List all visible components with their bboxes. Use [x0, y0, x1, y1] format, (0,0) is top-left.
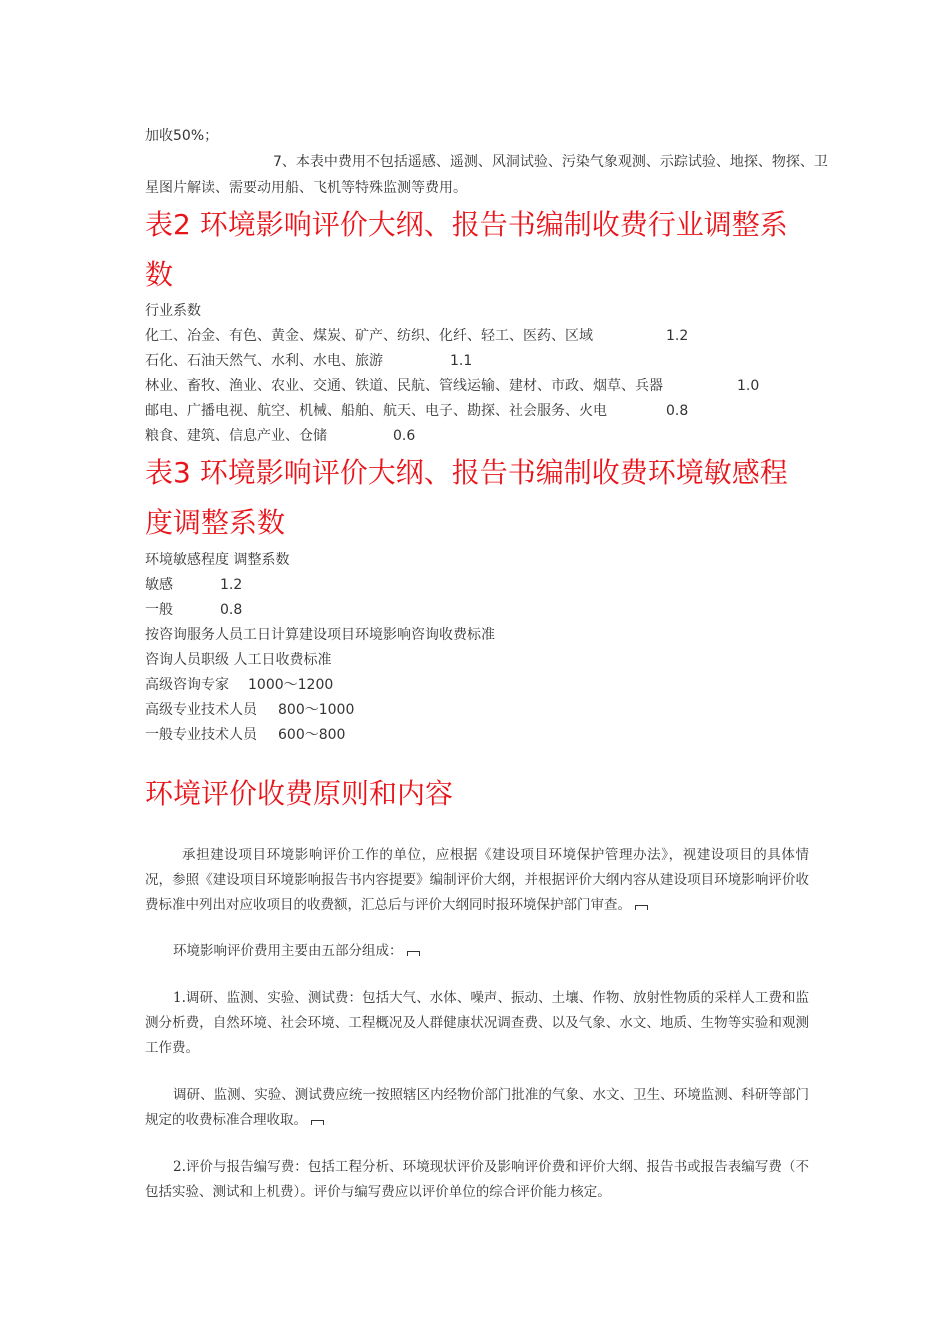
- paragraph-mark-icon: [407, 951, 420, 956]
- paragraph-text: 调研、监测、实验、测试费应统一按照辖区内经物价部门批准的气象、水文、卫生、环境监测、科研等部门规定的收费标准合理收取。: [145, 1087, 809, 1128]
- paragraph-text: 承担建设项目环境影响评价工作的单位，应根据《建设项目环境保护管理办法》，视建设项目的具体情况，参照《建设项目环境影响报告书内容提要》编制评价大纲，并根据评价大纲内容从建设项目环境影响评价收费标准中列出对应收项目的收费额，汇总后与评价大纲同时报环境保护部门审查。: [145, 847, 809, 913]
- paragraph-mark-icon: [635, 905, 648, 910]
- table2-row-value: 0.8: [666, 403, 689, 419]
- consult-intro: 按咨询服务人员工日计算建设项目环境影响咨询收费标准: [145, 627, 495, 643]
- table3-title-line-2: 度调整系数: [145, 506, 286, 539]
- consult-row-value: 1000～1200: [248, 677, 334, 693]
- table2-title-line-1: 表2 环境影响评价大纲、报告书编制收费行业调整系: [145, 208, 788, 241]
- paragraph: [145, 986, 809, 1061]
- note-7-line-1: 7、本表中费用不包括遥感、遥测、风洞试验、污染气象观测、示踪试验、地探、物探、卫: [273, 154, 828, 170]
- table3-row-value: 0.8: [220, 602, 243, 618]
- paragraph: [145, 1083, 809, 1133]
- table2-row-label: 邮电、广播电视、航空、机械、船舶、航天、电子、勘探、社会服务、火电: [145, 403, 607, 419]
- table2-row-label: 粮食、建筑、信息产业、仓储: [145, 428, 327, 444]
- paragraph-text: 1.调研、监测、实验、测试费：包括大气、水体、噪声、振动、土壤、作物、放射性物质的采样人工费和监测分析费，自然环境、社会环境、工程概况及人群健康状况调查费、以及气象、水文、地质、生物等实验和观测工作费。: [145, 990, 809, 1056]
- consult-row-value: 600～800: [278, 727, 346, 743]
- table2-row-label: 石化、石油天然气、水利、水电、旅游: [145, 353, 383, 369]
- table3-row-value: 1.2: [220, 577, 243, 593]
- paragraph: [145, 939, 809, 964]
- table3-title-line-1: 表3 环境影响评价大纲、报告书编制收费环境敏感程: [145, 456, 788, 489]
- note-7-line-2: 星图片解读、需要动用船、飞机等特殊监测等费用。: [145, 180, 467, 196]
- table2-row-value: 1.2: [666, 328, 689, 344]
- paragraph-mark-icon: [311, 1120, 324, 1125]
- section-title: 环境评价收费原则和内容: [145, 777, 454, 810]
- consult-row-label: 高级咨询专家: [145, 677, 229, 693]
- consult-row-label: 高级专业技术人员: [145, 702, 257, 718]
- paragraph-text: 2.评价与报告编写费：包括工程分析、环境现状评价及影响评价费和评价大纲、报告书或报告表编写费（不包括实验、测试和上机费）。评价与编写费应以评价单位的综合评价能力核定。: [145, 1159, 809, 1200]
- paragraph: [145, 843, 809, 918]
- consult-row-label: 一般专业技术人员: [145, 727, 257, 743]
- table2-row-label: 林业、畜牧、渔业、农业、交通、铁道、民航、管线运输、建材、市政、烟草、兵器: [145, 378, 663, 394]
- paragraph-text: 环境影响评价费用主要由五部分组成：: [173, 943, 403, 959]
- table3-header: 环境敏感程度 调整系数: [145, 552, 290, 568]
- table2-row-value: 0.6: [393, 428, 416, 444]
- table2-title-line-2: 数: [145, 258, 174, 291]
- table3-row-label: 一般: [145, 602, 173, 618]
- table3-row-label: 敏感: [145, 577, 173, 593]
- table2-row-label: 化工、冶金、有色、黄金、煤炭、矿产、纺织、化纤、轻工、医药、区域: [145, 328, 593, 344]
- table2-header: 行业系数: [145, 303, 201, 319]
- paragraph: [145, 1155, 809, 1205]
- consult-row-value: 800～1000: [278, 702, 355, 718]
- text-line: 加收50%；: [145, 128, 219, 144]
- consult-header: 咨询人员职级 人工日收费标准: [145, 652, 332, 668]
- table2-row-value: 1.1: [450, 353, 473, 369]
- table2-row-value: 1.0: [737, 378, 760, 394]
